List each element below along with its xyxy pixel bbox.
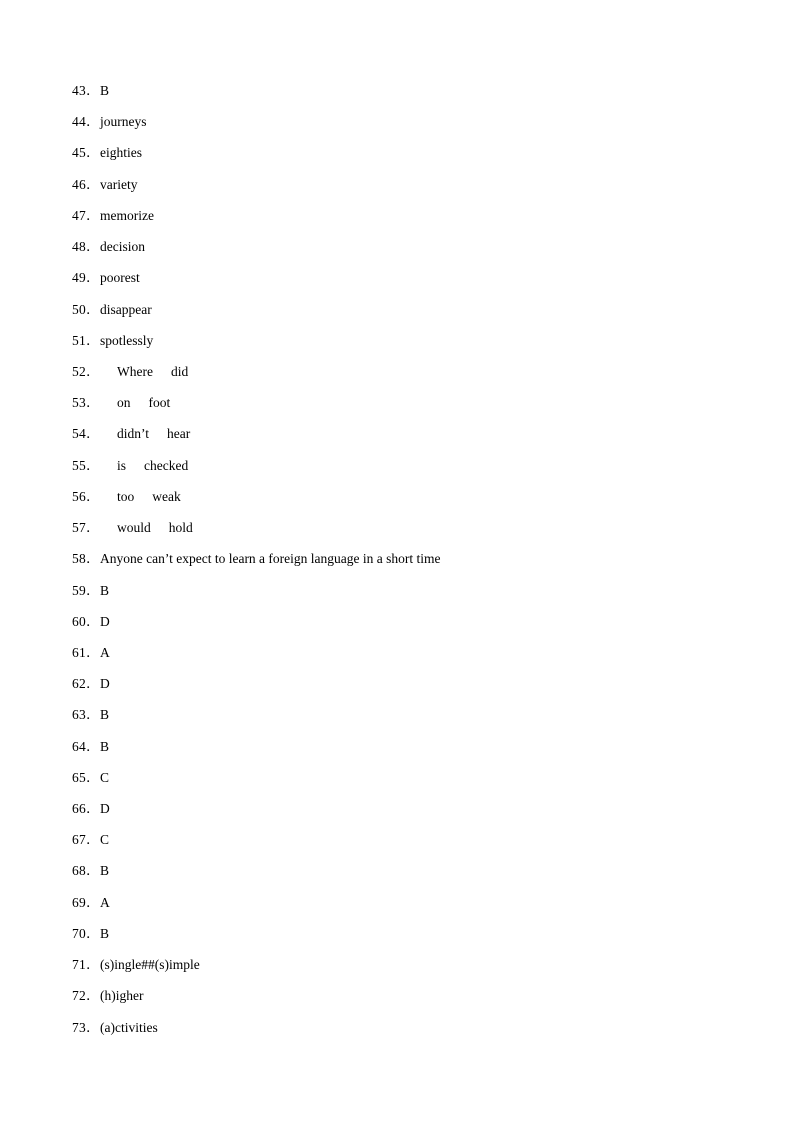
answer-text: decision <box>100 239 145 255</box>
question-number: 64． <box>72 738 100 754</box>
answer-item <box>72 393 441 424</box>
question-number: 57． <box>72 520 100 536</box>
question-number: 48． <box>72 239 100 255</box>
answer-item <box>72 1018 441 1049</box>
answer-text: C <box>100 832 110 848</box>
answer-word-first: on <box>117 395 131 411</box>
answer-item <box>72 81 441 112</box>
answer-text: D <box>100 801 110 817</box>
answer-text: B <box>100 582 110 598</box>
answer-item <box>72 581 441 612</box>
answer-text: B <box>100 925 110 941</box>
answer-text: Anyone can’t expect to learn a foreign language in a short time <box>100 551 441 567</box>
answer-item <box>72 674 441 705</box>
question-number: 61． <box>72 644 100 660</box>
answer-item <box>72 175 441 206</box>
question-number: 70． <box>72 925 100 941</box>
answer-item <box>72 518 441 549</box>
question-number: 71． <box>72 957 100 973</box>
answer-item <box>72 549 441 580</box>
question-number: 56． <box>72 488 100 504</box>
answer-item <box>72 612 441 643</box>
answer-text: disappear <box>100 301 152 317</box>
answer-text: poorest <box>100 270 140 286</box>
answer-item <box>72 737 441 768</box>
question-number: 43． <box>72 83 100 98</box>
answer-text: B <box>100 863 110 879</box>
question-number: 47． <box>72 207 100 223</box>
answer-item <box>72 268 441 299</box>
answer-item <box>72 768 441 799</box>
answer-item <box>72 362 441 393</box>
answer-item <box>72 237 441 268</box>
question-number: 72． <box>72 988 100 1004</box>
answer-item <box>72 924 441 955</box>
question-number: 46． <box>72 176 100 192</box>
answer-item <box>72 456 441 487</box>
question-number: 67． <box>72 832 100 848</box>
question-number: 68． <box>72 863 100 879</box>
question-number: 54． <box>72 426 100 442</box>
answer-item <box>72 893 441 924</box>
answer-text: journeys <box>100 114 147 130</box>
question-number: 50． <box>72 301 100 317</box>
question-number: 62． <box>72 676 100 692</box>
answer-word-first: would <box>117 520 151 536</box>
answer-text: (h)igher <box>100 988 144 1004</box>
question-number: 55． <box>72 457 100 473</box>
answer-text: A <box>100 894 110 910</box>
answer-item <box>72 955 441 986</box>
question-number: 63． <box>72 707 100 723</box>
question-number: 73． <box>72 1019 100 1035</box>
answer-word-second: checked <box>144 457 189 473</box>
question-number: 66． <box>72 801 100 817</box>
answer-item <box>72 799 441 830</box>
answer-text: B <box>100 83 110 98</box>
answer-word-first: too <box>117 488 135 504</box>
answer-text: spotlessly <box>100 332 154 348</box>
answer-item <box>72 300 441 331</box>
answer-text: D <box>100 613 110 629</box>
question-number: 69． <box>72 894 100 910</box>
answer-text: variety <box>100 176 138 192</box>
answer-item <box>72 487 441 518</box>
answer-text: eighties <box>100 145 142 161</box>
answer-item <box>72 206 441 237</box>
answer-word-second: weak <box>152 488 181 504</box>
answer-item <box>72 424 441 455</box>
answer-item <box>72 331 441 362</box>
answer-item <box>72 861 441 892</box>
answer-word-first: Where <box>117 363 153 379</box>
answer-text: B <box>100 707 110 723</box>
answer-text: C <box>100 769 110 785</box>
answer-item <box>72 830 441 861</box>
answer-text: (s)ingle##(s)imple <box>100 957 200 973</box>
answer-item <box>72 643 441 674</box>
answer-word-second: did <box>170 363 189 379</box>
answer-item <box>72 705 441 736</box>
question-number: 51． <box>72 332 100 348</box>
answer-word-first: is <box>117 457 127 473</box>
answer-item <box>72 112 441 143</box>
question-number: 65． <box>72 769 100 785</box>
answer-word-first: didn’t <box>117 426 150 442</box>
question-number: 59． <box>72 582 100 598</box>
answer-item <box>72 143 441 174</box>
answer-list <box>72 81 441 1049</box>
answer-text: (a)ctivities <box>100 1019 158 1035</box>
question-number: 49． <box>72 270 100 286</box>
question-number: 44． <box>72 114 100 130</box>
question-number: 53． <box>72 395 100 411</box>
answer-word-second: hold <box>168 520 193 536</box>
answer-item <box>72 986 441 1017</box>
question-number: 45． <box>72 145 100 161</box>
answer-word-second: foot <box>148 395 171 411</box>
question-number: 60． <box>72 613 100 629</box>
answer-text: memorize <box>100 207 154 223</box>
answer-text: B <box>100 738 110 754</box>
question-number: 52． <box>72 363 100 379</box>
question-number: 58． <box>72 551 100 567</box>
answer-text: A <box>100 644 110 660</box>
answer-text: D <box>100 676 110 692</box>
answer-word-second: hear <box>167 426 191 442</box>
